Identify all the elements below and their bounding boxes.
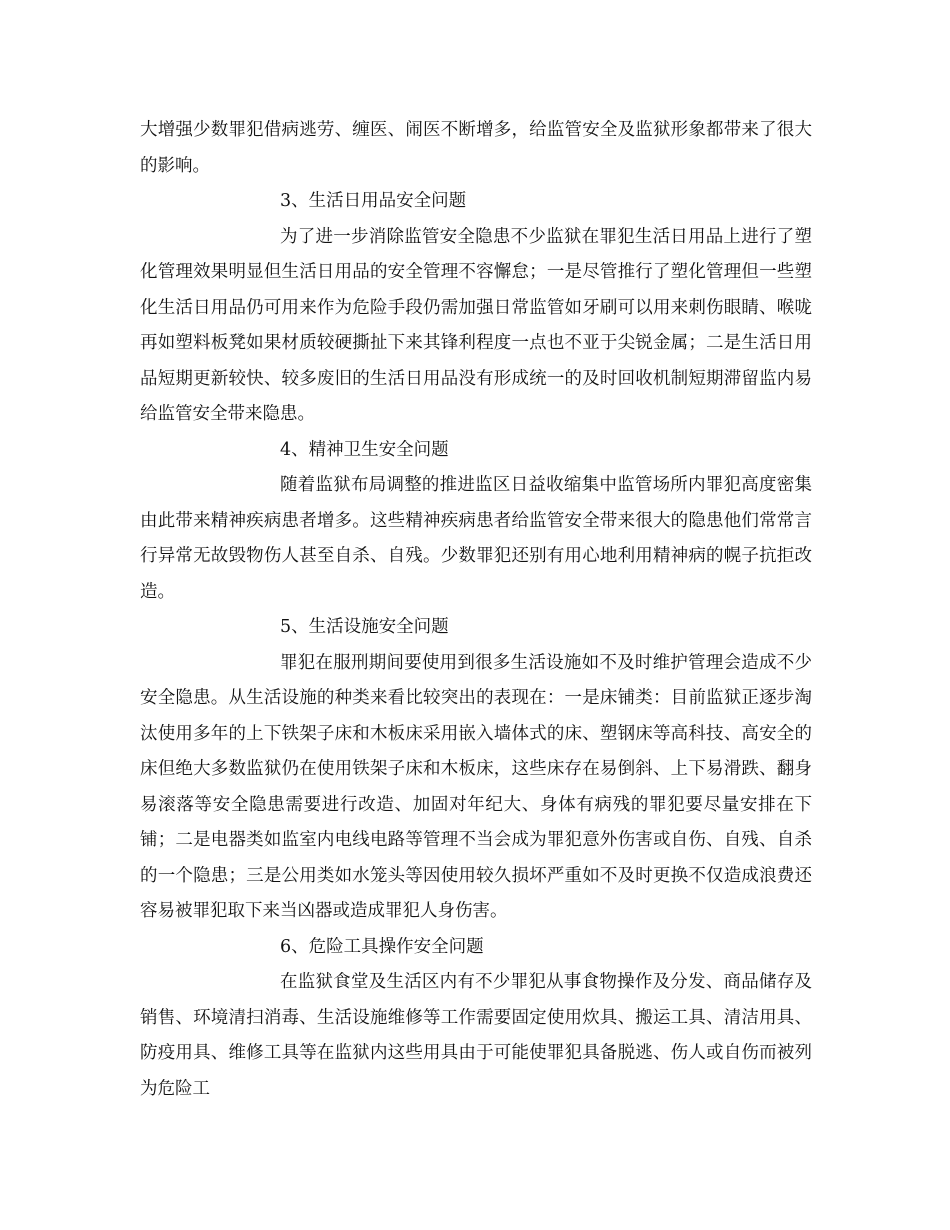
paragraph-dangerous-tools: 在监狱食堂及生活区内有不少罪犯从事食物操作及分发、商品储存及销售、环境清扫消毒、生活设施维修等工作需要固定使用炊具、搬运工具、清洁用具、防疫用具、维修工具等在监狱内这些用具由于可能使罪犯具备脱逃、伤人或自伤而被列为危险工 <box>140 972 812 1099</box>
section-heading-dangerous-tools: 6、危险工具操作安全问题 <box>280 936 484 957</box>
section-heading-living-facilities: 5、生活设施安全问题 <box>280 617 449 637</box>
paragraph-mental-health: 随着监狱布局调整的推进监区日益收缩集中监管场所内罪犯高度密集由此带来精神疾病患者增多。这些精神疾病患者给监管安全带来很大的隐患他们常常言行异常无故毁物伤人甚至自杀、自残。少数罪犯还别有用心地利用精神病的幌子抗拒改造。 <box>140 475 812 602</box>
paragraph-living-facilities: 罪犯在服刑期间要使用到很多生活设施如不及时维护管理会造成不少安全隐患。从生活设施的种类来看比较突出的表现在：一是床铺类：目前监狱正逐步淘汰使用多年的上下铁架子床和木板床采用嵌入墙体式的床、塑钢床等高科技、高安全的床但绝大多数监狱仍在使用铁架子床和木板床，这些床存在易倒斜、上下易滑跌、翻身易滚落等安全隐患需要进行改造、加固对年纪大、身体有病残的罪犯要尽量安排在下铺；二是电器类如监室内电线电路等管理不当会成为罪犯意外伤害或自伤、自残、自杀的一个隐患；三是公用类如水笼头等因使用较久损坏严重如不及时更换不仅造成浪费还容易被罪犯取下来当凶器或造成罪犯人身伤害。 <box>140 652 812 921</box>
section-heading-daily-items: 3、生活日用品安全问题 <box>280 191 467 211</box>
paragraph-continuation: 大增强少数罪犯借病逃劳、缠医、闹医不断增多，给监管安全及监狱形象都带来了很大的影响。 <box>140 120 812 176</box>
paragraph-daily-items: 为了进一步消除监管安全隐患不少监狱在罪犯生活日用品上进行了塑化管理效果明显但生活日用品的安全管理不容懈怠；一是尽管推行了塑化管理但一些塑化生活日用品仍可用来作为危险手段仍需加强日常监管如牙刷可以用来刺伤眼睛、喉咙再如塑料板凳如果材质较硬撕扯下来其锋利程度一点也不亚于尖锐金属；二是生活日用品短期更新较快、较多废旧的生活日用品没有形成统一的及时回收机制短期滞留监内易给监管安全带来隐患。 <box>140 226 812 424</box>
section-heading-mental-health: 4、精神卫生安全问题 <box>280 439 449 460</box>
document-body <box>140 113 812 1107</box>
